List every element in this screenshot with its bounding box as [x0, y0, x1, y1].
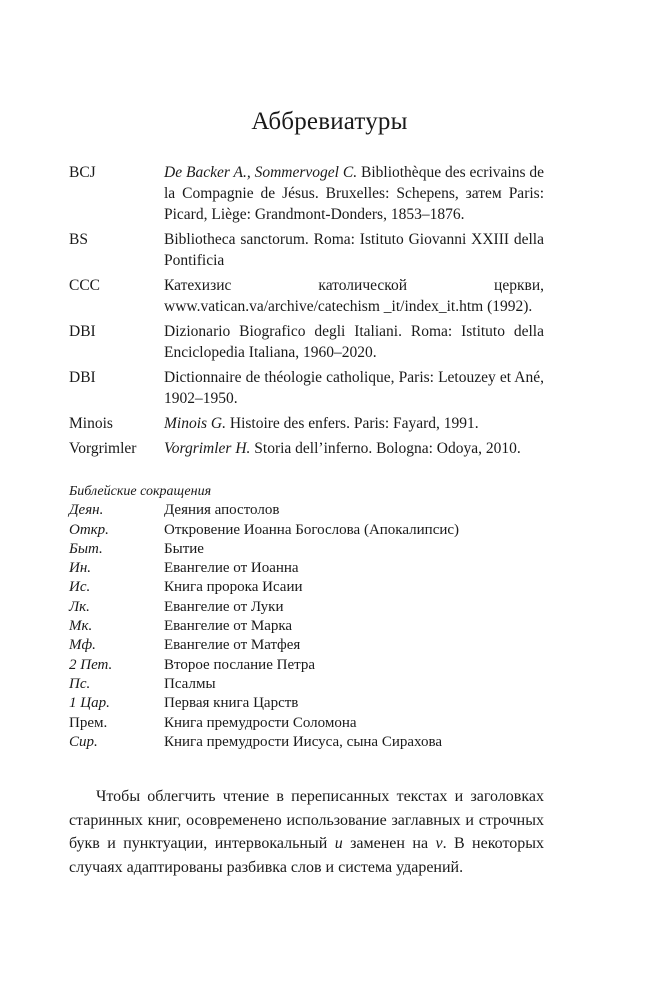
- abbreviation-text: Dizionario Biografico degli Italiani. Roma: Istituto della Enciclopedia Italiana, 1960–2020.: [164, 323, 544, 361]
- abbreviation-value: [164, 275, 544, 317]
- bible-row: [69, 559, 544, 578]
- abbreviation-row: [69, 229, 544, 271]
- abbreviation-key: DBI: [69, 369, 96, 386]
- bible-row: [69, 675, 544, 694]
- abbreviation-key: BCJ: [69, 164, 96, 181]
- abbreviation-text: Storia dell’inferno. Bologna: Odoya, 2010.: [250, 440, 521, 457]
- bible-row: [69, 540, 544, 559]
- bible-abbreviations: [69, 482, 544, 752]
- bible-key: Ин.: [69, 560, 92, 577]
- bible-row: [69, 656, 544, 675]
- bible-row: [69, 733, 544, 752]
- abbreviation-row: [69, 367, 544, 409]
- bible-row: [69, 501, 544, 520]
- abbreviation-value: [164, 321, 544, 363]
- bible-key: 1 Цар.: [69, 695, 110, 712]
- bible-row: [69, 578, 544, 597]
- editorial-note-paragraph: [69, 785, 544, 879]
- abbreviation-text: Bibliothèque des ecrivains de la Compagnie de Jésus. Bruxelles: Schepens, затем Paris: Picard, Liège: Grandmont-Donders, 1853–1876.: [164, 164, 545, 223]
- bible-row: [69, 694, 544, 713]
- note-letter-u: u: [334, 835, 343, 852]
- abbreviation-row: [69, 275, 544, 317]
- bible-abbreviations-heading: Библейские сокращения: [69, 484, 212, 499]
- abbreviation-author: Vorgrimler H.: [164, 440, 251, 457]
- note-text: . В некоторых случаях адаптированы разбивка слов и система ударений.: [69, 835, 544, 876]
- bible-key: Сир.: [69, 733, 98, 750]
- abbreviation-text: Bibliotheca sanctorum. Roma: Istituto Giovanni XXIII della Pontificia: [164, 231, 544, 269]
- abbreviation-row: [69, 413, 544, 434]
- bible-text: Евангелие от Иоанна: [164, 560, 299, 577]
- bible-key: Мф.: [69, 637, 96, 654]
- bible-row: [69, 617, 544, 636]
- bible-key: Откр.: [69, 521, 109, 538]
- abbreviation-text: Histoire des enfers. Paris: Fayard, 1991.: [226, 415, 479, 432]
- abbreviation-value: [164, 438, 544, 459]
- abbreviation-value: [164, 229, 544, 271]
- abbreviation-key: DBI: [69, 323, 96, 340]
- note-text: заменен на: [342, 835, 436, 852]
- bible-text: Бытие: [164, 540, 204, 557]
- bible-text: Первая книга Царств: [164, 695, 299, 712]
- bible-row: [69, 598, 544, 617]
- abbreviation-key: CCC: [69, 277, 101, 294]
- abbreviation-author: De Backer A., Sommervogel C.: [164, 164, 358, 181]
- bible-row: [69, 714, 544, 733]
- editorial-note: [69, 785, 544, 879]
- bible-text: Второе послание Петра: [164, 656, 316, 673]
- bible-row: [69, 521, 544, 540]
- abbreviation-key: BS: [69, 231, 88, 248]
- bible-key: Быт.: [69, 540, 103, 557]
- bible-key: Ис.: [69, 579, 91, 596]
- bible-key: 2 Пет.: [69, 656, 113, 673]
- abbreviation-text: Dictionnaire de théologie catholique, Paris: Letouzey et Ané, 1902–1950.: [164, 369, 544, 407]
- bible-text: Евангелие от Луки: [164, 598, 284, 615]
- page-title: Аббревиатуры: [251, 108, 408, 135]
- bible-key: Лк.: [69, 598, 90, 615]
- abbreviations-list: [69, 162, 544, 463]
- bible-key: Пс.: [69, 675, 91, 692]
- bible-key: Мк.: [69, 618, 93, 635]
- abbreviation-text: Катехизис католической церкви, www.vatican.va/archive/catechism _it/index_it.htm (1992).: [164, 277, 544, 315]
- note-text: Чтобы облегчить чтение в переписанных текстах и заголовках старинных книг, осовременено использование заглавных и строчных букв и пунктуации, интервокальный: [69, 788, 544, 852]
- bible-key: Деян.: [69, 502, 104, 519]
- bible-text: Псалмы: [164, 675, 216, 692]
- note-letter-v: v: [435, 835, 443, 852]
- bible-text: Деяния апостолов: [164, 502, 280, 519]
- abbreviation-value: [164, 367, 544, 409]
- bible-text: Евангелие от Марка: [164, 618, 293, 635]
- abbreviation-value: [164, 413, 544, 434]
- abbreviation-row: [69, 438, 544, 459]
- bible-text: Откровение Иоанна Богослова (Апокалипсис): [164, 521, 460, 538]
- bible-key: Прем.: [69, 714, 108, 731]
- abbreviation-row: [69, 321, 544, 363]
- bible-text: Евангелие от Матфея: [164, 637, 301, 654]
- bible-row: [69, 636, 544, 655]
- bible-text: Книга премудрости Соломона: [164, 714, 357, 731]
- abbreviation-author: Minois G.: [164, 415, 226, 432]
- abbreviation-value: [164, 162, 544, 225]
- abbreviation-key: Minois: [69, 415, 113, 432]
- abbreviation-row: [69, 162, 544, 225]
- abbreviation-key: Vorgrimler: [69, 440, 137, 457]
- bible-text: Книга премудрости Иисуса, сына Сирахова: [164, 733, 442, 750]
- bible-text: Книга пророка Исаии: [164, 579, 303, 596]
